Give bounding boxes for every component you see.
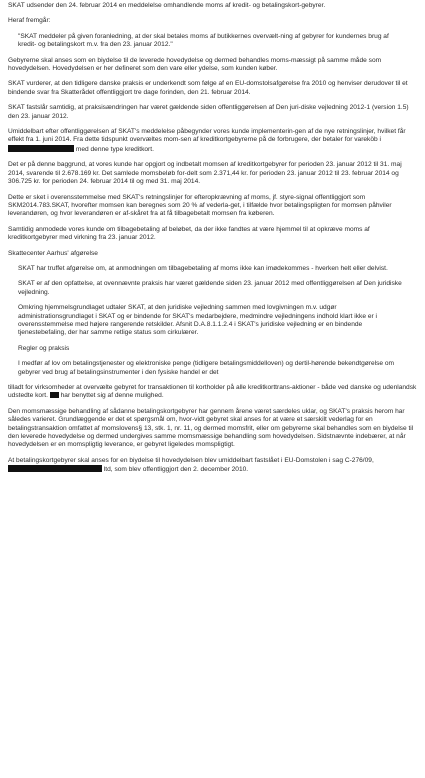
paragraph-implementering bbox=[8, 128, 417, 154]
paragraph-afgoerelse: SKAT har truffet afgørelse om, at anmodningen om tilbagebetaling af moms ikke kan imødekommes - hverken helt eller delvist. bbox=[18, 264, 388, 272]
paragraph-praksisaendring: SKAT fastslår samtidig, at praksisændringen har været gældende siden offentliggørelsen af Den juri-diske vejledning 2012-1 (version 1.5) den 23. januar 2012. bbox=[8, 104, 409, 120]
redaction-bar bbox=[8, 145, 74, 152]
text-part: Umiddelbart efter offentliggørelsen af SKAT's meddelelse påbegynder vores kunde implementerin-gen af de nye retningslinjer, hvilket får effekt fra 1. juni 2014. Fra dette tidspunkt overvæltes mom-sen af kreditkortgebyrerne på de forbrugere, der betaler for vareköb i bbox=[8, 128, 406, 144]
text-part: tilladt for virksomheder at overvælte gebyret for transaktionen til kortholder på alle kreditkorttrans-aktioner - både ved danske og udenlandsk udstedte kort. bbox=[8, 384, 417, 400]
paragraph-hjemmel: Omkring hjemmelsgrundlaget udtaler SKAT, at den juridiske vejledning sammen med lovgivningen m.v. udgør administrationsgrundlaget i SKAT og er bindende for SKAT's medarbejdere, medmindre vejledningens indhold klart ikke er i overensstemmelse med højere rangerende retskilder. Afsnit D.A.8.1.1.2.4 i SKAT's juridiske vejledning er en bindende tjenestebefaling, der har samme retlige status som cirkulærer. bbox=[18, 304, 377, 337]
paragraph-opgoerelse: Det er på denne baggrund, at vores kunde har opgjort og indbetalt momsen af kreditkortgebyrer for perioden 23. januar 2012 til 31. maj 2014, svarende til 2.678.169 kr. Det samlede momsbeløb for-delt som 2.371,44 kr. for perioden 23. januar 2012 til 23. februar 2014 og 306.725 kr. for perioden 24. februar 2014 til og med 31. maj 2014. bbox=[8, 161, 402, 186]
paragraph-eu-domstol bbox=[8, 457, 417, 475]
paragraph-anmodning: Samtidig anmodede vores kunde om tilbagebetaling af beløbet, da der ikke fandtes at være hjemmel til at opkræve moms af kreditkortgebyrer med virkning fra 23. januar 2012. bbox=[8, 225, 370, 242]
paragraph-intro: SKAT udsender den 24. februar 2014 en meddelelse omhandlende moms af kredit- og betalingskort-gebyrer. bbox=[8, 2, 326, 9]
text-part: med denne type kreditkort. bbox=[75, 145, 154, 153]
paragraph-tilladt bbox=[8, 384, 417, 401]
paragraph-heraf: Heraf fremgår: bbox=[8, 17, 51, 25]
paragraph-vurdering: SKAT vurderer, at den tidligere danske praksis er underkendt som følge af en EU-domstolsafgørelse fra 2010 og henviser derudover til et bindende svar fra Skatterådet offentliggjort tre dage forinden, den 21. februar 2014. bbox=[8, 80, 408, 96]
block-quote: "SKAT meddeler på given foranledning, at der skal betales moms af butikkernes overvælt-ning af gebyrer for kundernes brug af kredit- og betalingskort m.v. fra den 23. januar 2012." bbox=[18, 32, 389, 49]
redaction-bar bbox=[8, 465, 102, 472]
paragraph-opfattelse: SKAT er af den opfattelse, at ovennævnte praksis har været gældende siden 23. januar 2012 med offentliggørelsen af Den juridiske vejledning. bbox=[18, 280, 402, 296]
paragraph-betalingstjenester: I medfør af lov om betalingstjenester og elektroniske penge (tidligere betalingsmiddelloven) og dertil-hørende bekendtgørelse om gebyrer ved brug af betalingsinstrumenter i den fysiske handel er det bbox=[18, 360, 395, 376]
text-part: har benyttet sig af denne mulighed. bbox=[60, 392, 164, 400]
paragraph-retningslinjer: Dette er sket i overensstemmelse med SKAT's retningslinjer for efteropkrævning af moms, jf. styre-signal offentliggjort som SKM2014.783.SKAT, hvorefter momsen kan beregnes som 20 % af vederla-get, i tilfælde hvor betalingspligten for momsen påhviler leverandøren, og hvor leverandøren er af-skåret fra at få tilbagebetalt momsen fra køberen. bbox=[8, 193, 392, 218]
text-part: At betalingskortgebyrer skal anses for en biydelse til hovedydelsen blev umiddelbart fastslået i EU-Domstolen i sag C-276/09, bbox=[8, 456, 374, 464]
paragraph-gebyrer: Gebyrerne skal anses som en biydelse til de leverede hovedydelse og dermed behandles moms-mæssigt på samme måde som hovedydelsen. Hovedydelsen er her defineret som den vare eller ydelse, som kunden køber. bbox=[8, 56, 382, 73]
text-part: ltd, som blev offentliggjort den 2. december 2010. bbox=[103, 466, 249, 474]
paragraph-momsbehandling: Den momsmæssige behandling af sådanne betalingskortgebyrer har gennem årene været særdeles uklar, og SKAT's praksis herom har således varieret. Grundlæggende er det et spørgsmål om, hvor-vidt gebyret skal anses for at være et særskilt vederlag for en betalingstransaktion omfattet af momslovens§ 13, stk. 1, nr. 11, og dermed momsfrit, eller om gebyrerne skal behandles som en biydelse til den leverede hovedydelse og dermed undergives samme momsmæssige behandling som hovedydelsen. Sidstnævnte indebærer, at når hovedydelsen er en momspligtig leverance, er gebyret ligeledes momspligtigt. bbox=[8, 407, 414, 449]
section-heading: Skattecenter Aarhus' afgørelse bbox=[8, 249, 98, 257]
redaction-bar bbox=[50, 392, 59, 398]
subheading-regler: Regler og praksis bbox=[18, 344, 70, 352]
